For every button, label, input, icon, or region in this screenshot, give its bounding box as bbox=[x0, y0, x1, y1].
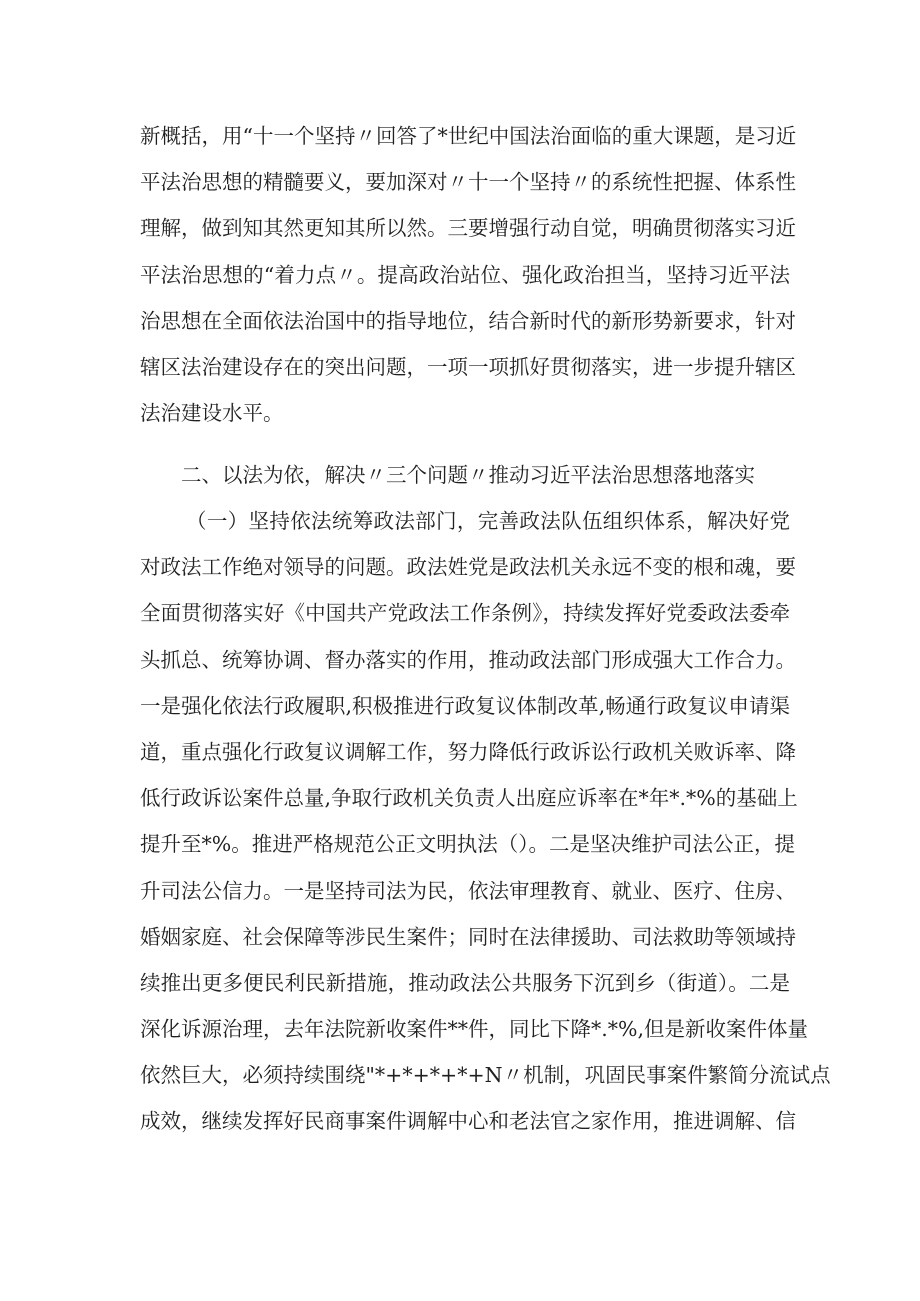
text-line: 婚姻家庭、社会保障等涉民生案件；同时在法律援助、司法救助等领域持 bbox=[140, 924, 796, 949]
text-line: 头抓总、统筹协调、督办落实的作用，推动政法部门形成强大工作合力。 bbox=[140, 647, 796, 672]
text-line: 提升至*%。推进严格规范公正文明执法（）。二是坚决维护司法公正，提 bbox=[140, 832, 795, 857]
text-line: （一）坚持依法统筹政法部门，完善政法队伍组织体系，解决好党 bbox=[186, 509, 790, 533]
text-line: 道，重点强化行政复议调解工作，努力降低行政诉讼行政机关败诉率、降 bbox=[140, 739, 796, 764]
text-line: 全面贯彻落实好《中国共产党政法工作条例》，持续发挥好党委政法委牵 bbox=[140, 601, 790, 626]
text-line: 新概括，用“十一个坚持〃回答了*世纪中国法治面临的重大课题，是习近 bbox=[140, 124, 797, 148]
text-line: 成效，继续发挥好民商事案件调解中心和老法官之家作用，推进调解、信 bbox=[140, 1109, 796, 1134]
text-line: 低行政诉讼案件总量,争取行政机关负责人出庭应诉率在*年*.*%的基础上 bbox=[140, 786, 798, 811]
text-line: 依然巨大，必须持续围绕"*+*+*+*+N〃机制，巩固民事案件繁简分流试点 bbox=[140, 1063, 831, 1088]
text-line: 对政法工作绝对领导的问题。政法姓党是政法机关永远不变的根和魂，要 bbox=[140, 555, 796, 580]
text-line: 平法治思想的精髓要义，要加深对〃十一个坚持〃的系统性把握、体系性 bbox=[140, 170, 796, 195]
text-line: 治思想在全面依法治国中的指导地位，结合新时代的新形势新要求，针对 bbox=[140, 308, 796, 333]
text-line: 深化诉源治理，去年法院新收案件**件，同比下降*.*%,但是新收案件体量 bbox=[140, 1017, 809, 1042]
text-line: 法治建设水平。 bbox=[140, 401, 284, 426]
paragraph-1 bbox=[140, 113, 797, 436]
section-heading: 二、以法为依，解决〃三个问题〃推动习近平法治思想落地落实 bbox=[181, 463, 755, 487]
text-line: 续推出更多便民利民新措施，推动政法公共服务下沉到乡（街道）。二是 bbox=[140, 970, 790, 995]
text-line: 理解，做到知其然更知其所以然。三要增强行动自觉，明确贯彻落实习近 bbox=[140, 216, 796, 241]
text-line: 辖区法治建设存在的突出问题，一项一项抓好贯彻落实，进一步提升辖区 bbox=[140, 354, 796, 379]
text-line: 平法治思想的“着力点〃。提高政治站位、强化政治担当，坚持习近平法 bbox=[140, 262, 790, 287]
text-line: 升司法公信力。一是坚持司法为民，依法审理教育、就业、医疗、住房、 bbox=[140, 878, 796, 903]
text-line: 一是强化依法行政履职,积极推进行政复议体制改革,畅通行政复议申请渠 bbox=[140, 693, 790, 718]
paragraph-2 bbox=[140, 498, 831, 1145]
